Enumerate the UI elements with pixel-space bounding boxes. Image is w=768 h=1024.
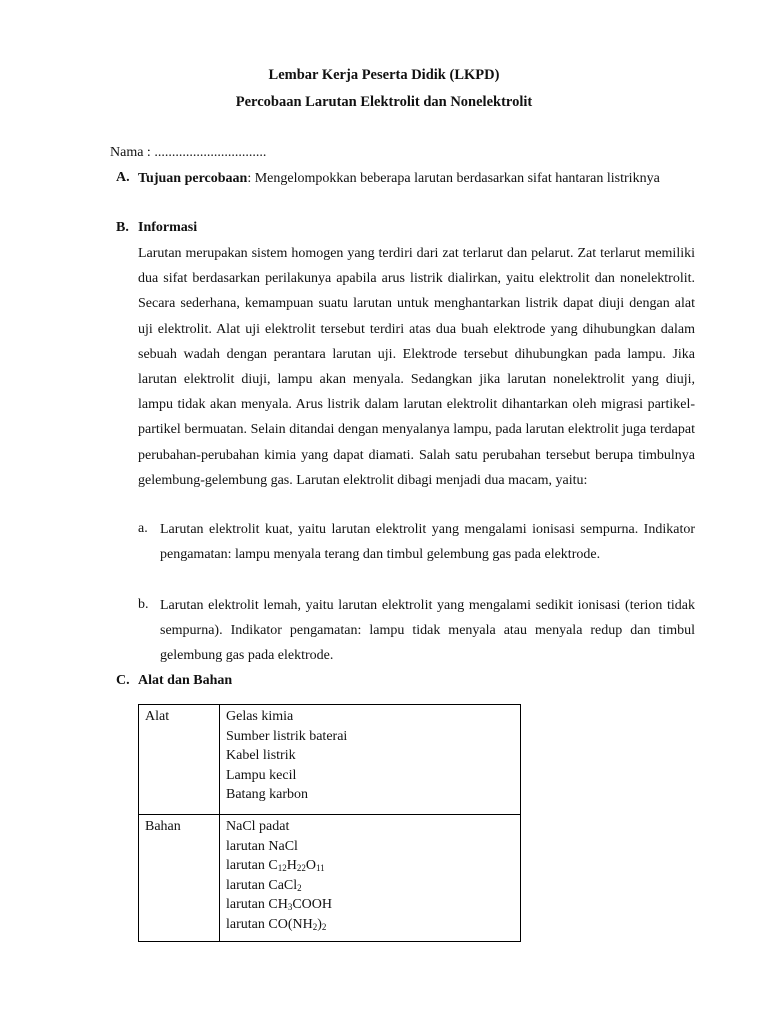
section-a-letter: A.: [116, 170, 130, 185]
item-a-letter: a.: [138, 521, 148, 536]
section-a-heading: Tujuan percobaan: [138, 171, 248, 186]
item-b-letter: b.: [138, 597, 149, 612]
alat-label-cell: Alat: [139, 705, 220, 815]
document-title: Lembar Kerja Peserta Didik (LKPD): [268, 67, 500, 83]
section-b-heading: Informasi: [138, 220, 198, 235]
bahan-item: larutan CaCl$_2$: [226, 877, 302, 893]
section-c-heading: Alat dan Bahan: [138, 673, 233, 688]
section-b-paragraph: Larutan merupakan sistem homogen yang terdiri dari zat terlarut dan pelarut. Zat terlarut memiliki dua sifat berdasarkan perilakunya apabila arus listrik dialirkan, yaitu elektrolit dan nonelektrolit. Secara sederhana, kemampuan suatu larutan untuk menghantarkan listrik dapat diuji dengan alat uji elektrolit. Alat uji elektrolit tersebut terdiri atas dua buah elektrode yang dihubungkan dalam sebuah wadah dengan perantara larutan uji. Elektrode tersebut dihubungkan pada lampu. Jika larutan elektrolit diuji, lampu akan menyala. Sedangkan jika larutan nonelektrolit yang diuji, lampu tidak akan menyala. Arus listrik dalam larutan elektrolit dihantarkan oleh migrasi partikel-partikel bermuatan. Selain ditandai dengan menyalanya lampu, pada larutan elektrolit juga terdapat perubahan-perubahan kimia yang dapat diamati. Salah satu perubahan tersebut berupa timbulnya gelembung-gelembung gas. Larutan elektrolit dibagi menjadi dua macam, yaitu:: [138, 246, 695, 488]
bahan-item: larutan $CO(NH_2)_2$: [226, 916, 327, 932]
table-row-alat: [139, 705, 521, 815]
alat-item: Kabel listrik: [226, 748, 296, 764]
section-c-letter: C.: [116, 673, 130, 688]
section-b-letter: B.: [116, 220, 129, 235]
section-a-body: [138, 166, 695, 191]
alat-items-cell: [220, 705, 521, 815]
tools-materials-table: [138, 704, 521, 942]
bahan-label-cell: Bahan: [139, 815, 220, 942]
table-row-bahan: [139, 815, 521, 942]
item-b-text: Larutan elektrolit lemah, yaitu larutan elektrolit yang mengalami sedikit ionisasi (terion tidak sempurna). Indikator pengamatan: lampu tidak menyala atau menyala redup dan timbul gelembung gas pada elektrode.: [160, 598, 695, 664]
document-subtitle: Percobaan Larutan Elektrolit dan Nonelektrolit: [235, 94, 533, 110]
bahan-item: NaCl padat: [226, 819, 290, 834]
name-field-line: Nama : ................................: [110, 145, 267, 160]
alat-item: Lampu kecil: [226, 767, 297, 783]
alat-item: Sumber listrik baterai: [226, 728, 348, 744]
alat-item: Batang karbon: [226, 787, 309, 803]
item-a-text: Larutan elektrolit kuat, yaitu larutan elektrolit yang mengalami ionisasi sempurna. Indikator pengamatan: lampu menyala terang dan timbul gelembung gas pada elektrode.: [160, 522, 695, 563]
bahan-item: larutan NaCl: [226, 838, 298, 854]
bahan-item: larutan $C_{12}H_{22}O_{11}$: [226, 858, 325, 874]
bahan-items-cell: [220, 815, 521, 942]
bahan-item: larutan $CH_3COOH$: [226, 897, 332, 913]
section-a-text: : Mengelompokkan beberapa larutan berdasarkan sifat hantaran listriknya: [247, 171, 660, 186]
alat-item: Gelas kimia: [226, 709, 294, 724]
